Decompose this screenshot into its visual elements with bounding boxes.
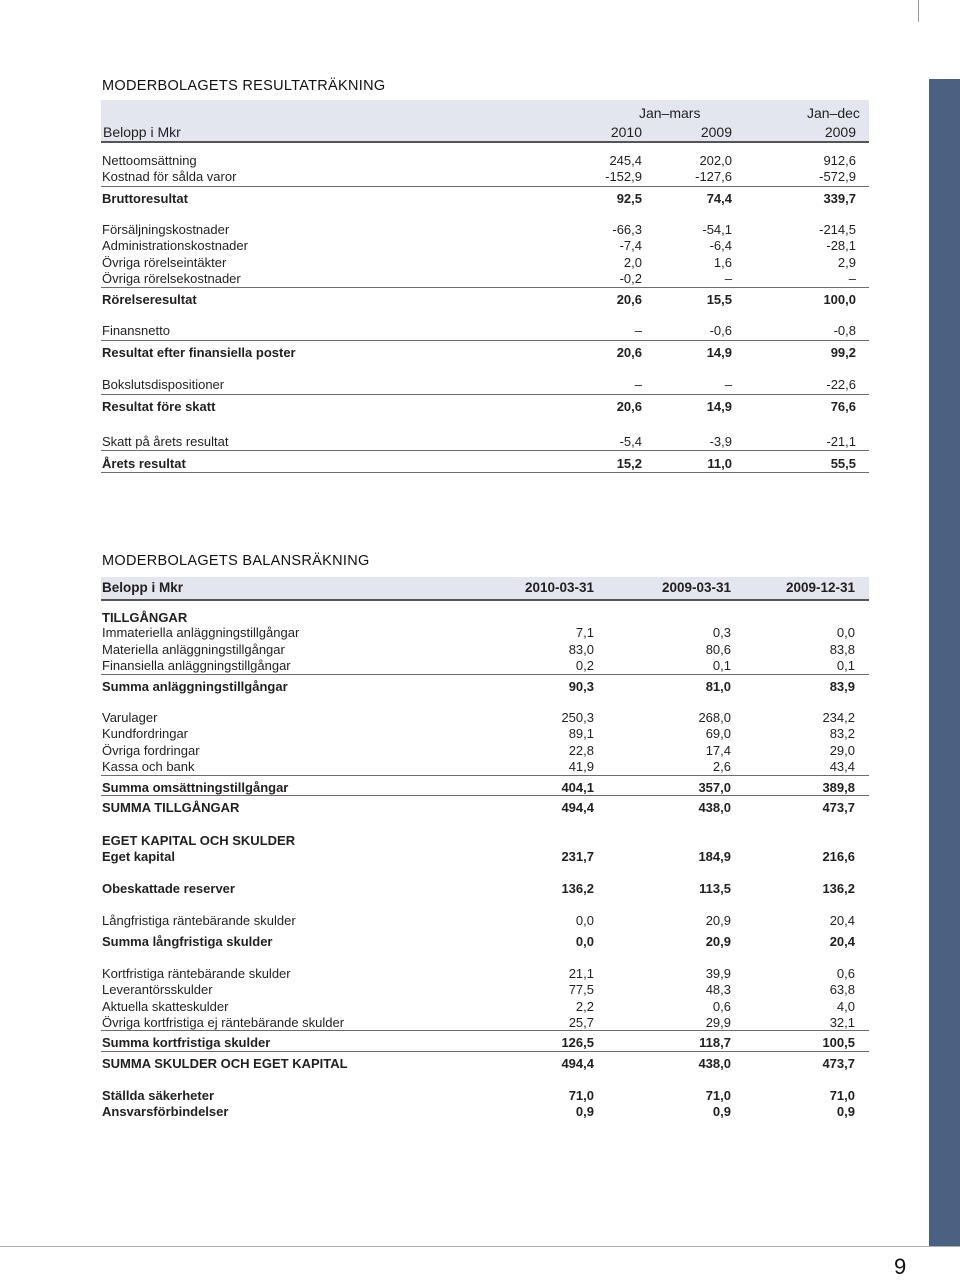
balance-table-header <box>101 577 869 600</box>
balance-row <box>101 742 869 759</box>
balance-row <box>101 1103 869 1120</box>
date-column-2: 2009-03-31 <box>661 580 731 595</box>
income-cell-col-1: 20,6 <box>616 292 642 307</box>
balance-cell-col-3: 20,4 <box>829 934 855 949</box>
balance-row <box>101 799 869 816</box>
balance-cell-col-2: 20,9 <box>705 934 731 949</box>
balance-cell-col-2: 17,4 <box>705 743 731 758</box>
balance-row-label: Ställda säkerheter <box>102 1088 215 1103</box>
income-statement-title: MODERBOLAGETS RESULTATRÄKNING <box>102 78 386 94</box>
balance-sum-rule <box>101 775 869 776</box>
balance-cell-col-2: 438,0 <box>698 800 731 815</box>
income-cell-col-3: 339,7 <box>823 191 856 206</box>
income-cell-col-2: 15,5 <box>706 292 732 307</box>
income-cell-col-3: 100,0 <box>823 292 856 307</box>
balance-row-label: Summa kortfristiga skulder <box>102 1035 271 1050</box>
balance-cell-col-3: 32,1 <box>829 1015 855 1030</box>
income-cell-col-2: 202,0 <box>699 153 732 168</box>
income-row <box>101 322 869 339</box>
income-cell-col-1: -5,4 <box>619 434 642 449</box>
balance-row <box>101 709 869 726</box>
income-cell-col-1: 92,5 <box>616 191 642 206</box>
income-header-rule <box>101 141 869 143</box>
balance-cell-col-3: 4,0 <box>836 999 855 1014</box>
income-cell-col-3: – <box>848 271 856 286</box>
date-column-1: 2010-03-31 <box>524 580 594 595</box>
income-row <box>101 270 869 287</box>
balance-cell-col-3: 234,2 <box>822 710 855 725</box>
balance-row-label: TILLGÅNGAR <box>102 610 188 625</box>
income-cell-col-1: 20,6 <box>616 399 642 414</box>
balance-cell-col-1: 0,0 <box>575 913 594 928</box>
balance-row-label: SUMMA SKULDER OCH EGET KAPITAL <box>102 1056 348 1071</box>
balance-row <box>101 832 869 849</box>
income-cell-col-3: -21,1 <box>826 434 856 449</box>
period-jan-dec: Jan–dec <box>807 105 860 121</box>
balance-cell-col-3: 83,9 <box>829 679 855 694</box>
balance-cell-col-1: 83,0 <box>568 642 594 657</box>
balance-row-label: Övriga kortfristiga ej räntebärande skulder <box>102 1015 345 1030</box>
balance-row <box>101 912 869 929</box>
balance-cell-col-2: 71,0 <box>705 1088 731 1103</box>
income-cell-col-3: -22,6 <box>826 377 856 392</box>
balance-row-label: Summa långfristiga skulder <box>102 934 273 949</box>
balance-row <box>101 1055 869 1072</box>
income-row <box>101 190 869 207</box>
balance-row <box>101 641 869 658</box>
income-row-label: Skatt på årets resultat <box>102 434 229 449</box>
income-sum-rule <box>101 472 869 473</box>
balance-row-label: Ansvarsförbindelser <box>102 1104 229 1119</box>
balance-cell-col-3: 0,9 <box>836 1104 855 1119</box>
balance-cell-col-3: 389,8 <box>822 780 855 795</box>
balance-cell-col-2: 184,9 <box>698 849 731 864</box>
balance-row-label: SUMMA TILLGÅNGAR <box>102 800 240 815</box>
income-sum-rule <box>101 186 869 187</box>
income-cell-col-2: 14,9 <box>706 399 732 414</box>
income-row-label: Resultat före skatt <box>102 399 216 414</box>
balance-cell-col-3: 473,7 <box>822 1056 855 1071</box>
balance-row-label: Eget kapital <box>102 849 175 864</box>
income-row <box>101 433 869 450</box>
top-divider <box>918 0 919 22</box>
balance-row-label: Långfristiga räntebärande skulder <box>102 913 296 928</box>
income-cell-col-1: -66,3 <box>612 222 642 237</box>
income-cell-col-2: -3,9 <box>709 434 732 449</box>
balance-sheet-title: MODERBOLAGETS BALANSRÄKNING <box>102 553 370 569</box>
balance-cell-col-1: 0,0 <box>575 934 594 949</box>
balance-cell-col-2: 81,0 <box>705 679 731 694</box>
income-cell-col-3: 76,6 <box>830 399 856 414</box>
income-row-label: Bruttoresultat <box>102 191 188 206</box>
balance-cell-col-1: 21,1 <box>568 966 594 981</box>
balance-cell-col-1: 25,7 <box>568 1015 594 1030</box>
balance-row <box>101 758 869 775</box>
amount-unit-label: Belopp i Mkr <box>103 124 181 140</box>
balance-cell-col-3: 83,2 <box>829 726 855 741</box>
income-cell-col-1: -152,9 <box>605 169 642 184</box>
balance-header-rule <box>101 599 869 601</box>
income-row-label: Bokslutsdispositioner <box>102 377 225 392</box>
income-sum-rule <box>101 287 869 288</box>
income-row <box>101 291 869 308</box>
balance-cell-col-2: 0,6 <box>712 999 731 1014</box>
balance-row-label: EGET KAPITAL OCH SKULDER <box>102 833 296 848</box>
income-cell-col-1: – <box>634 323 642 338</box>
year-column-2: 2009 <box>700 124 732 140</box>
income-cell-col-1: -0,2 <box>619 271 642 286</box>
balance-cell-col-1: 2,2 <box>575 999 594 1014</box>
income-row-label: Resultat efter finansiella poster <box>102 345 296 360</box>
balance-cell-col-2: 80,6 <box>705 642 731 657</box>
balance-cell-col-1: 494,4 <box>561 1056 594 1071</box>
income-cell-col-1: -7,4 <box>619 238 642 253</box>
income-row-label: Finansnetto <box>102 323 170 338</box>
balance-row-label: Summa anläggningstillgångar <box>102 679 288 694</box>
balance-sum-rule <box>101 795 869 796</box>
balance-cell-col-3: 20,4 <box>829 913 855 928</box>
income-cell-col-3: -0,8 <box>833 323 856 338</box>
income-cell-col-2: – <box>724 377 732 392</box>
balance-row-label: Immateriella anläggningstillgångar <box>102 625 300 640</box>
income-cell-col-2: 14,9 <box>706 345 732 360</box>
income-row <box>101 455 869 472</box>
balance-cell-col-2: 0,9 <box>712 1104 731 1119</box>
balance-row <box>101 998 869 1015</box>
balance-cell-col-2: 69,0 <box>705 726 731 741</box>
balance-row <box>101 848 869 865</box>
balance-cell-col-2: 20,9 <box>705 913 731 928</box>
balance-cell-col-1: 126,5 <box>561 1035 594 1050</box>
income-sum-rule <box>101 340 869 341</box>
period-jan-mars: Jan–mars <box>639 105 701 121</box>
balance-row-label: Finansiella anläggningstillgångar <box>102 658 291 673</box>
balance-cell-col-1: 494,4 <box>561 800 594 815</box>
balance-row-label: Obeskattade reserver <box>102 881 235 896</box>
balance-cell-col-2: 0,3 <box>712 625 731 640</box>
balance-cell-col-2: 268,0 <box>698 710 731 725</box>
income-cell-col-2: – <box>724 271 732 286</box>
income-row-label: Rörelseresultat <box>102 292 197 307</box>
amount-unit-label: Belopp i Mkr <box>102 580 184 595</box>
income-cell-col-3: -214,5 <box>819 222 856 237</box>
balance-row <box>101 657 869 674</box>
income-cell-col-3: 912,6 <box>823 153 856 168</box>
year-column-3: 2009 <box>824 124 856 140</box>
income-row-label: Nettoomsättning <box>102 153 197 168</box>
balance-cell-col-1: 404,1 <box>561 780 594 795</box>
balance-row-label: Kundfordringar <box>102 726 188 741</box>
balance-row-label: Summa omsättningstillgångar <box>102 780 289 795</box>
balance-cell-col-1: 0,2 <box>575 658 594 673</box>
income-cell-col-1: – <box>634 377 642 392</box>
date-column-3: 2009-12-31 <box>785 580 855 595</box>
income-row-label: Kostnad för sålda varor <box>102 169 237 184</box>
balance-row-label: Kortfristiga räntebärande skulder <box>102 966 291 981</box>
income-row-label: Årets resultat <box>102 456 186 471</box>
income-cell-col-2: -127,6 <box>695 169 732 184</box>
income-cell-col-3: 99,2 <box>830 345 856 360</box>
income-row <box>101 254 869 271</box>
balance-row-label: Övriga fordringar <box>102 743 200 758</box>
balance-cell-col-1: 89,1 <box>568 726 594 741</box>
balance-row <box>101 933 869 950</box>
balance-cell-col-2: 113,5 <box>699 881 731 896</box>
balance-row <box>101 880 869 897</box>
balance-cell-col-3: 136,2 <box>822 881 855 896</box>
page-number: 9 <box>894 1254 907 1279</box>
balance-sum-rule <box>101 1051 869 1052</box>
balance-cell-col-3: 71,0 <box>829 1088 855 1103</box>
balance-row-label: Kassa och bank <box>102 759 195 774</box>
income-row <box>101 168 869 185</box>
income-row <box>101 221 869 238</box>
income-sum-rule <box>101 450 869 451</box>
balance-row <box>101 1034 869 1051</box>
balance-row <box>101 1014 869 1031</box>
income-sum-rule <box>101 394 869 395</box>
balance-cell-col-3: 43,4 <box>829 759 855 774</box>
balance-cell-col-1: 231,7 <box>561 849 594 864</box>
income-cell-col-3: -572,9 <box>819 169 856 184</box>
income-row <box>101 237 869 254</box>
balance-row <box>101 725 869 742</box>
footer-divider <box>0 1246 960 1247</box>
balance-row-label: Leverantörsskulder <box>102 982 213 997</box>
balance-cell-col-3: 29,0 <box>829 743 855 758</box>
income-row-label: Övriga rörelseintäkter <box>102 255 227 270</box>
balance-cell-col-3: 216,6 <box>822 849 855 864</box>
balance-cell-col-2: 48,3 <box>705 982 731 997</box>
income-row-label: Administrationskostnader <box>102 238 248 253</box>
year-column-1: 2010 <box>610 124 642 140</box>
side-accent-bar <box>929 79 960 1246</box>
balance-cell-col-3: 0,0 <box>836 625 855 640</box>
balance-cell-col-3: 100,5 <box>822 1035 855 1050</box>
balance-cell-col-1: 22,8 <box>568 743 594 758</box>
balance-cell-col-2: 29,9 <box>705 1015 731 1030</box>
balance-cell-col-1: 250,3 <box>561 710 594 725</box>
balance-cell-col-2: 2,6 <box>712 759 731 774</box>
balance-cell-col-2: 438,0 <box>698 1056 731 1071</box>
income-cell-col-1: 245,4 <box>609 153 642 168</box>
balance-sum-rule <box>101 1030 869 1031</box>
balance-cell-col-2: 118,7 <box>699 1035 731 1050</box>
balance-row <box>101 678 869 695</box>
income-row <box>101 344 869 361</box>
balance-cell-col-1: 77,5 <box>568 982 594 997</box>
income-cell-col-2: -54,1 <box>702 222 732 237</box>
income-row-label: Försäljningskostnader <box>102 222 230 237</box>
income-row <box>101 376 869 393</box>
balance-cell-col-3: 63,8 <box>829 982 855 997</box>
income-row <box>101 398 869 415</box>
income-cell-col-1: 2,0 <box>623 255 642 270</box>
balance-cell-col-3: 0,6 <box>836 966 855 981</box>
income-cell-col-2: 74,4 <box>706 191 732 206</box>
balance-row <box>101 981 869 998</box>
income-cell-col-2: 1,6 <box>713 255 732 270</box>
income-row-label: Övriga rörelsekostnader <box>102 271 241 286</box>
income-cell-col-1: 20,6 <box>616 345 642 360</box>
balance-sum-rule <box>101 674 869 675</box>
balance-row <box>101 779 869 796</box>
balance-cell-col-1: 90,3 <box>568 679 594 694</box>
balance-cell-col-2: 0,1 <box>712 658 731 673</box>
balance-cell-col-3: 83,8 <box>829 642 855 657</box>
balance-cell-col-1: 71,0 <box>568 1088 594 1103</box>
balance-cell-col-1: 0,9 <box>575 1104 594 1119</box>
balance-row <box>101 965 869 982</box>
income-cell-col-2: -0,6 <box>709 323 732 338</box>
income-cell-col-3: 2,9 <box>837 255 856 270</box>
balance-cell-col-2: 39,9 <box>705 966 731 981</box>
income-cell-col-3: -28,1 <box>826 238 856 253</box>
balance-cell-col-1: 136,2 <box>561 881 594 896</box>
balance-row-label: Varulager <box>102 710 158 725</box>
income-cell-col-2: -6,4 <box>709 238 732 253</box>
balance-cell-col-1: 7,1 <box>575 625 594 640</box>
income-cell-col-3: 55,5 <box>830 456 856 471</box>
balance-row <box>101 624 869 641</box>
balance-row-label: Materiella anläggningstillgångar <box>102 642 285 657</box>
balance-cell-col-2: 357,0 <box>698 780 731 795</box>
income-row <box>101 152 869 169</box>
income-table-header <box>101 100 869 142</box>
balance-row-label: Aktuella skatteskulder <box>102 999 229 1014</box>
income-cell-col-1: 15,2 <box>616 456 642 471</box>
balance-cell-col-3: 473,7 <box>822 800 855 815</box>
income-cell-col-2: 11,0 <box>707 456 732 471</box>
balance-cell-col-3: 0,1 <box>836 658 855 673</box>
balance-row <box>101 1087 869 1104</box>
balance-cell-col-1: 41,9 <box>568 759 594 774</box>
